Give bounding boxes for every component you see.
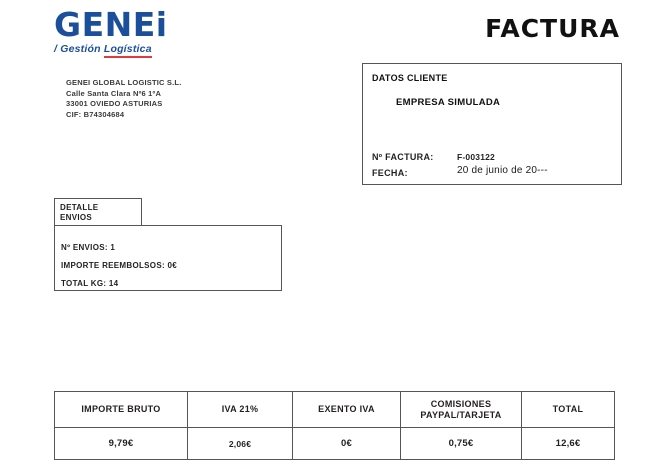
- header-importe-bruto: IMPORTE BRUTO: [55, 392, 188, 428]
- totals-table: [54, 391, 615, 460]
- totals-header-row: [55, 392, 615, 428]
- client-box-title: DATOS CLIENTE: [372, 73, 448, 83]
- header-comisiones: COMISIONES PAYPAL/TARJETA: [401, 392, 522, 428]
- logo-tagline: [54, 43, 234, 55]
- value-comisiones: 0,75€: [401, 428, 522, 460]
- value-importe-bruto: 9,79€: [55, 428, 188, 460]
- logo-tagline-prefix: / Gestión: [54, 43, 104, 55]
- detail-shipments-box: [54, 225, 282, 291]
- value-exento-iva: 0€: [293, 428, 401, 460]
- emitter-details: [66, 78, 181, 120]
- company-logo: [54, 5, 234, 55]
- value-total: 12,6€: [522, 428, 615, 460]
- invoice-number-value: F-003122: [457, 152, 495, 162]
- emitter-line-street: Calle Santa Clara Nº6 1ºA: [66, 88, 162, 98]
- invoice-date-value: 20 de junio de 20---: [457, 165, 548, 176]
- header-total: TOTAL: [522, 392, 615, 428]
- page-title: FACTURA: [485, 14, 620, 43]
- client-name: EMPRESA SIMULADA: [396, 97, 501, 108]
- detail-row-reimbursements: IMPORTE REEMBOLSOS: 0€: [61, 261, 177, 270]
- invoice-date-label: FECHA:: [372, 168, 408, 178]
- client-data-box: [362, 63, 622, 185]
- logo-tagline-highlight: Logística: [104, 43, 152, 58]
- header-exento-iva: EXENTO IVA: [293, 392, 401, 428]
- detail-tab-line-2: ENVIOS: [60, 212, 93, 222]
- detail-tab-text: [60, 203, 98, 222]
- logo-wordmark: GENEi: [54, 5, 168, 44]
- emitter-line-cif: CIF: B74304684: [66, 109, 125, 119]
- detail-tab-line-1: DETALLE: [60, 203, 99, 212]
- totals-value-row: [55, 428, 615, 460]
- value-iva: 2,06€: [188, 428, 293, 460]
- detail-row-shipments: Nº ENVIOS: 1: [61, 243, 116, 252]
- header-iva: IVA 21%: [188, 392, 293, 428]
- detail-shipments-tab: [54, 198, 142, 225]
- detail-row-total-kg: TOTAL KG: 14: [61, 279, 119, 288]
- emitter-line-company: GENEI GLOBAL LOGISTIC S.L.: [66, 78, 182, 87]
- emitter-line-city: 33001 OVIEDO ASTURIAS: [66, 99, 163, 108]
- invoice-number-label: Nº FACTURA:: [372, 152, 434, 162]
